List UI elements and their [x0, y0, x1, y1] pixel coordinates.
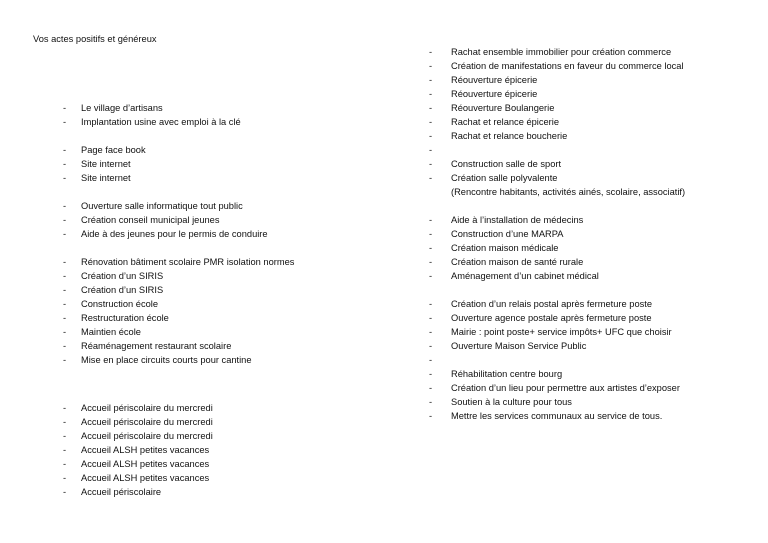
list-item: - Mise en place circuits courts pour cantine — [63, 353, 294, 367]
list-item: - Construction salle de sport — [429, 157, 685, 171]
list-item: - Création d’un SIRIS — [63, 283, 294, 297]
list-item: - Site internet — [63, 157, 146, 171]
list-block-web — [63, 143, 146, 185]
list-item: - Construction école — [63, 297, 294, 311]
list-item: - Ouverture Maison Service Public — [429, 339, 680, 353]
list-item: - Construction d’une MARPA — [429, 227, 599, 241]
list-block-commerce — [429, 45, 685, 199]
list-block-periscolaire — [63, 401, 213, 499]
list-item: - Création d’un SIRIS — [63, 269, 294, 283]
list-block-services — [429, 297, 680, 423]
list-item: - Réouverture épicerie — [429, 73, 685, 87]
list-block-youth — [63, 199, 268, 241]
list-item: - Aide à des jeunes pour le permis de conduire — [63, 227, 268, 241]
list-item: - Mairie : point poste+ service impôts+ UFC que choisir — [429, 325, 680, 339]
list-item: - Mettre les services communaux au service de tous. — [429, 409, 680, 423]
list-item: - Réouverture Boulangerie — [429, 101, 685, 115]
list-item: - Ouverture salle informatique tout public — [63, 199, 268, 213]
list-item: - Rachat et relance épicerie — [429, 115, 685, 129]
list-block-school — [63, 255, 294, 367]
list-item: - Accueil ALSH petites vacances — [63, 443, 213, 457]
list-item-continuation: (Rencontre habitants, activités ainés, scolaire, associatif) — [451, 187, 686, 197]
list-item: - Accueil ALSH petites vacances — [63, 457, 213, 471]
list-item: - Aménagement d’un cabinet médical — [429, 269, 599, 283]
list-item: - Accueil périscolaire du mercredi — [63, 429, 213, 443]
list-item: - Création conseil municipal jeunes — [63, 213, 268, 227]
list-item: - Maintien école — [63, 325, 294, 339]
list-item: - Soutien à la culture pour tous — [429, 395, 680, 409]
list-item — [429, 143, 685, 157]
list-item: - Création d’un relais postal après fermeture poste — [429, 297, 680, 311]
list-item: - Création maison médicale — [429, 241, 599, 255]
list-item: - Réouverture épicerie — [429, 87, 685, 101]
list-item: - Restructuration école — [63, 311, 294, 325]
list-item: - Rachat et relance boucherie — [429, 129, 685, 143]
list-item: - Implantation usine avec emploi à la clé — [63, 115, 241, 129]
list-item: - Création de manifestations en faveur du commerce local — [429, 59, 685, 73]
list-item: - Accueil périscolaire du mercredi — [63, 415, 213, 429]
list-item: - Réhabilitation centre bourg — [429, 367, 680, 381]
list-item: - Réaménagement restaurant scolaire — [63, 339, 294, 353]
list-item: - Accueil périscolaire — [63, 485, 213, 499]
list-item: - Aide à l’installation de médecins — [429, 213, 599, 227]
list-item: - Création d’un lieu pour permettre aux artistes d’exposer — [429, 381, 680, 395]
list-item — [429, 353, 680, 367]
page-title: Vos actes positifs et généreux — [33, 34, 157, 44]
list-item: - Rachat ensemble immobilier pour création commerce — [429, 45, 685, 59]
list-item: - Site internet — [63, 171, 146, 185]
list-item: - Le village d’artisans — [63, 101, 241, 115]
list-block-health — [429, 213, 599, 283]
list-item: - Création maison de santé rurale — [429, 255, 599, 269]
list-item: - Création salle polyvalente — [429, 171, 685, 185]
list-item: - Rénovation bâtiment scolaire PMR isolation normes — [63, 255, 294, 269]
list-item: - Accueil périscolaire du mercredi — [63, 401, 213, 415]
list-block-artisans — [63, 101, 241, 129]
list-item: - Page face book — [63, 143, 146, 157]
list-item: - Accueil ALSH petites vacances — [63, 471, 213, 485]
list-item: - Ouverture agence postale après fermeture poste — [429, 311, 680, 325]
